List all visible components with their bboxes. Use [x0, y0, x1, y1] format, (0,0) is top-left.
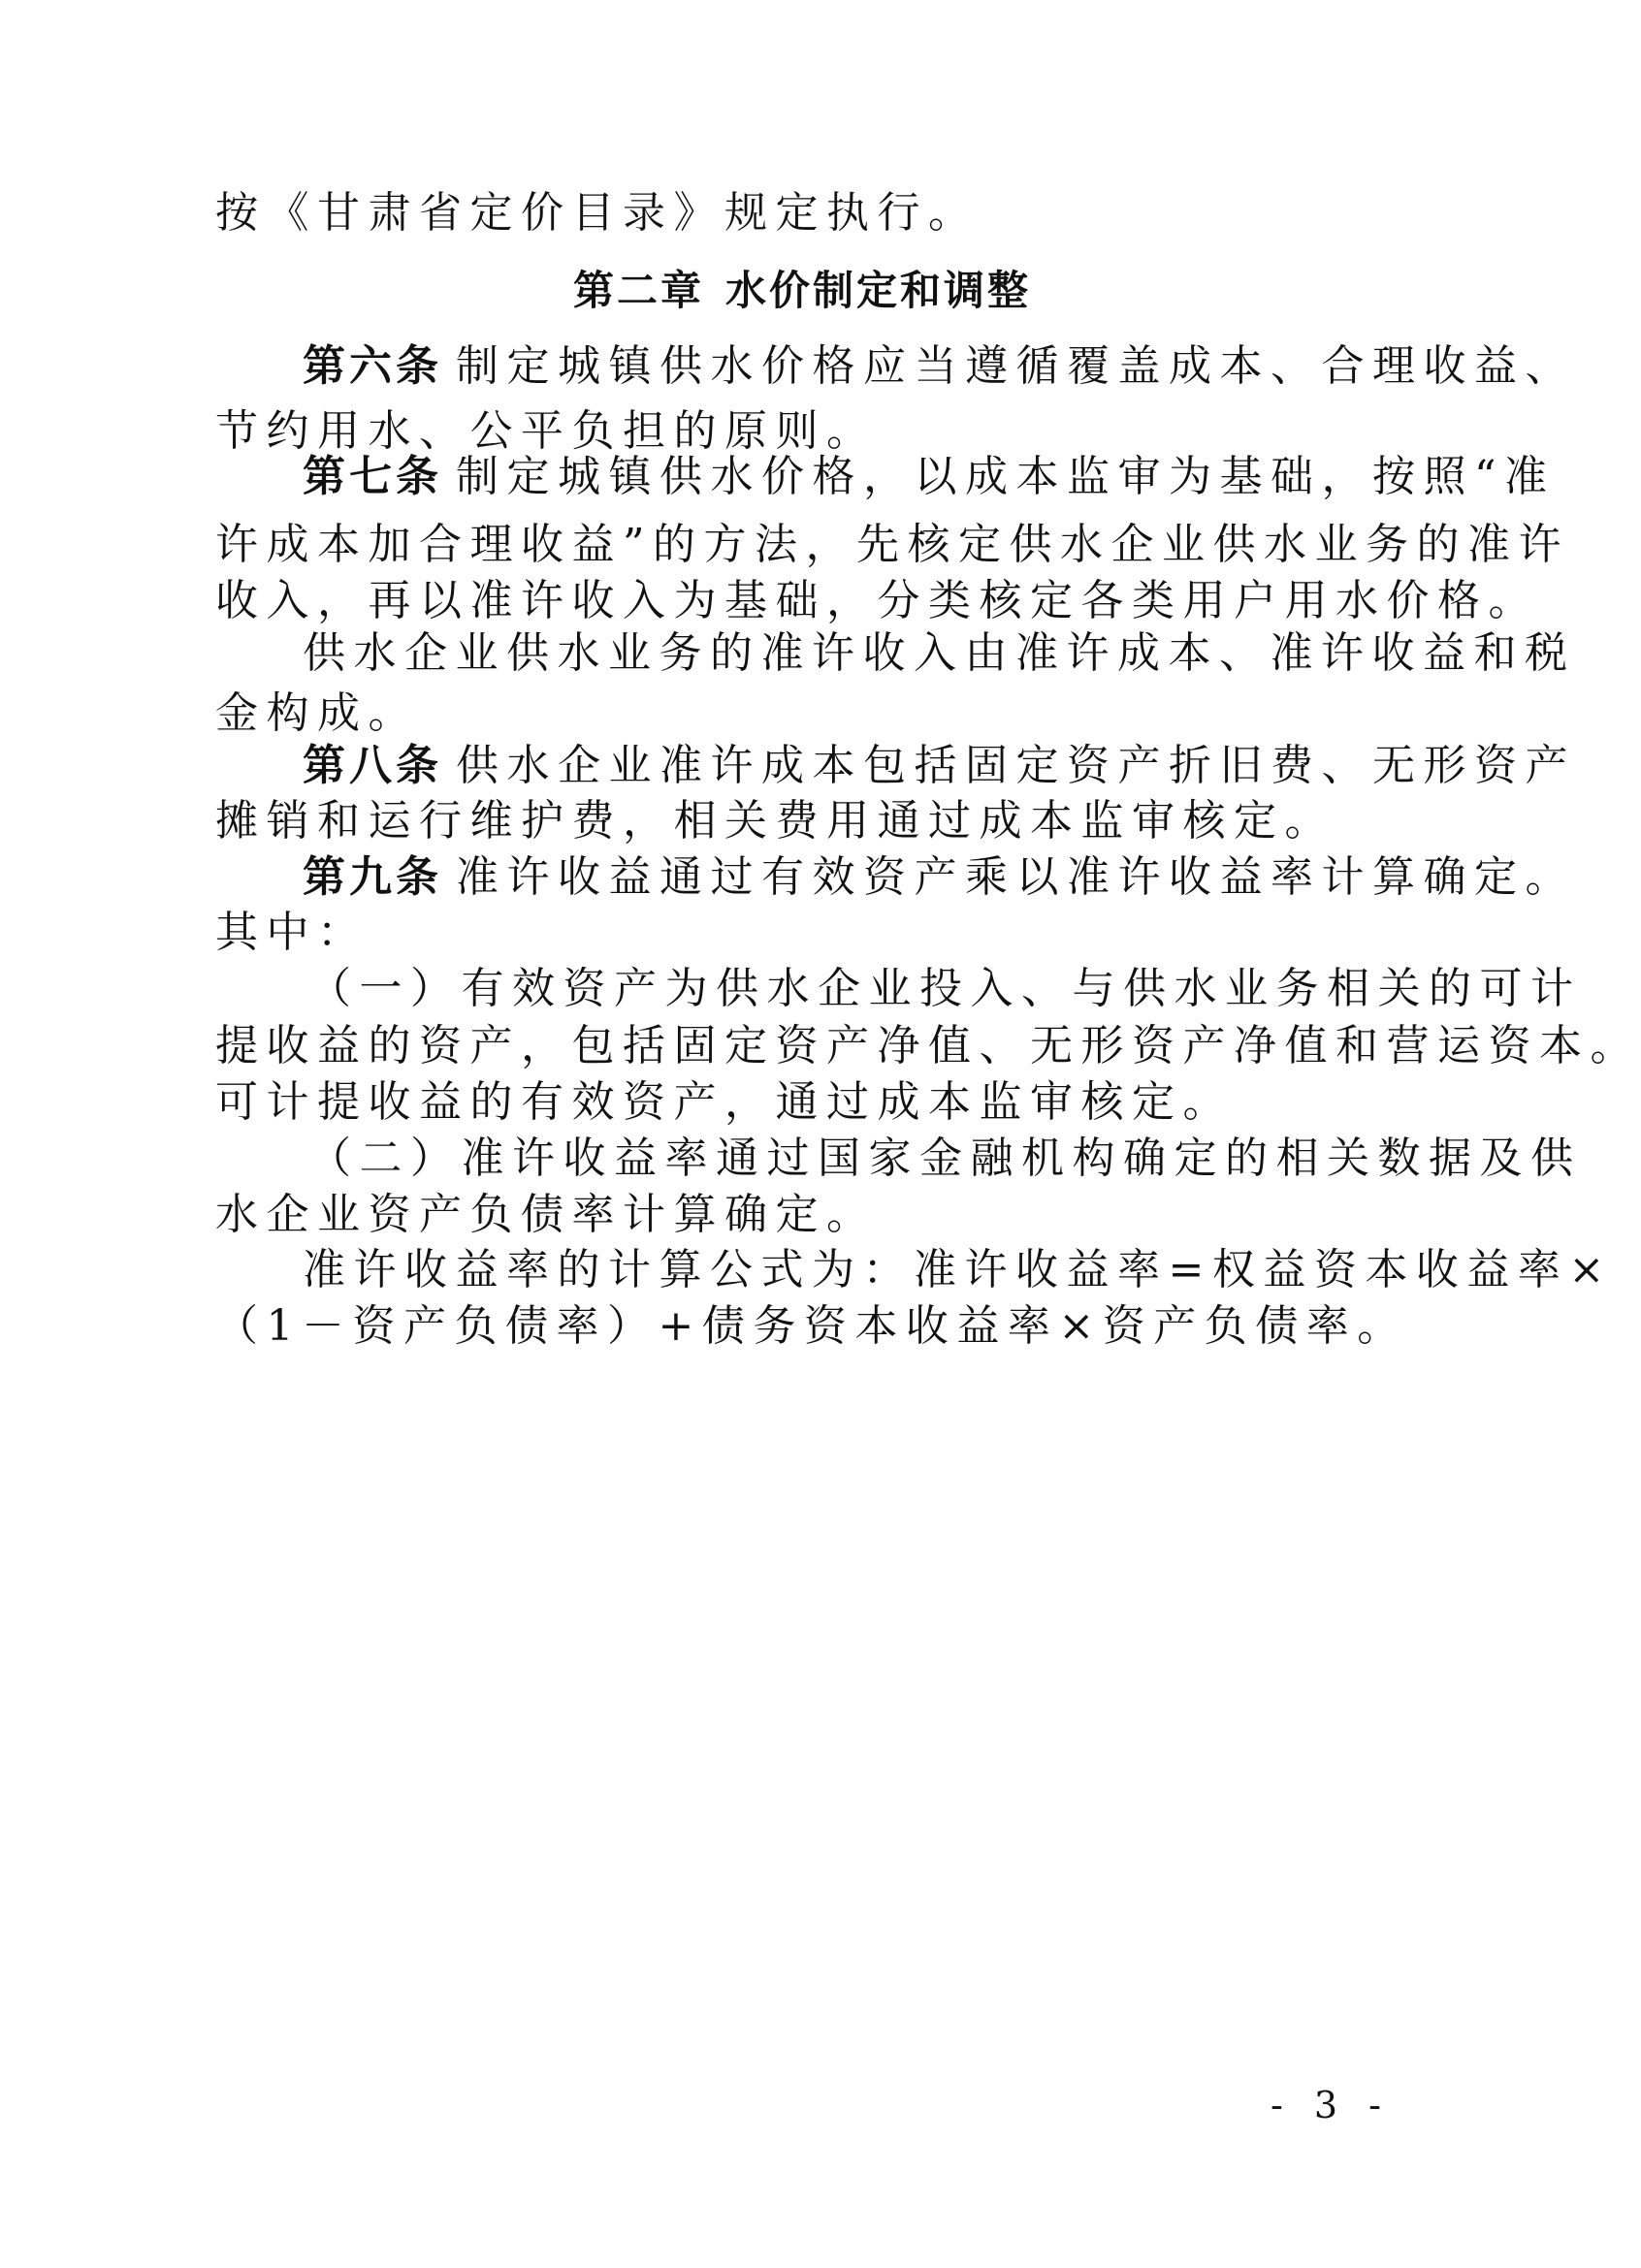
- article-6-line-1: [303, 337, 1576, 396]
- article-7-line-3: 收入，再以准许收入为基础，分类核定各类用户用水价格。: [215, 576, 1539, 625]
- article-9-line-2: 其中：: [215, 908, 369, 957]
- chapter-number: 第二章: [572, 267, 704, 314]
- article-9-text: 准许收益通过有效资产乘以准许收益率计算确定。: [456, 852, 1576, 902]
- article-8-text: 供水企业准许成本包括固定资产折旧费、无形资产: [456, 741, 1576, 790]
- article-9-item-2-line-2: 水企业资产负债率计算确定。: [215, 1190, 878, 1239]
- article-7-line-1: [303, 448, 1556, 506]
- article-6-line-2: 节约用水、公平负担的原则。: [215, 406, 878, 456]
- article-7-para-2-line-2: 金构成。: [215, 688, 419, 738]
- article-7-line-2: 许成本加合理收益”的方法，先核定供水企业供水业务的准许: [215, 520, 1569, 569]
- article-8-line-1: [303, 737, 1576, 795]
- article-6-text: 制定城镇供水价格应当遵循覆盖成本、合理收益、: [456, 341, 1576, 391]
- article-9-item-1-line-1: （一）有效资产为供水企业投入、与供水业务相关的可计: [308, 964, 1582, 1013]
- article-8-line-2: 摊销和运行维护费，相关费用通过成本监审核定。: [215, 796, 1335, 846]
- article-9-item-2-line-1: （二）准许收益率通过国家金融机构确定的相关数据及供: [308, 1134, 1582, 1183]
- article-7-heading: 第七条: [303, 452, 442, 501]
- article-9-item-1-line-2: 提收益的资产，包括固定资产净值、无形资产净值和营运资本。: [215, 1021, 1641, 1070]
- article-7-text: 制定城镇供水价格，以成本监审为基础，按照“准: [456, 452, 1556, 501]
- article-6-heading: 第六条: [303, 341, 442, 391]
- chapter-title: 水价制定和调整: [725, 267, 1032, 314]
- text-line: 按《甘肃省定价目录》规定执行。: [215, 188, 980, 238]
- page-number: - 3 -: [1270, 2084, 1391, 2126]
- article-9-line-1: [303, 848, 1576, 907]
- chapter-heading: [0, 262, 1604, 320]
- article-8-heading: 第八条: [303, 741, 442, 790]
- article-9-heading: 第九条: [303, 852, 442, 902]
- article-7-para-2-line-1: 供水企业供水业务的准许收入由准许成本、准许收益和税: [303, 628, 1576, 678]
- article-9-item-1-line-3: 可计提收益的有效资产，通过成本监审核定。: [215, 1077, 1234, 1127]
- formula-line-1: 准许收益率的计算公式为：准许收益率=权益资本收益率×: [303, 1245, 1613, 1294]
- formula-line-2: （1－资产负债率）+债务资本收益率×资产负债率。: [215, 1301, 1408, 1351]
